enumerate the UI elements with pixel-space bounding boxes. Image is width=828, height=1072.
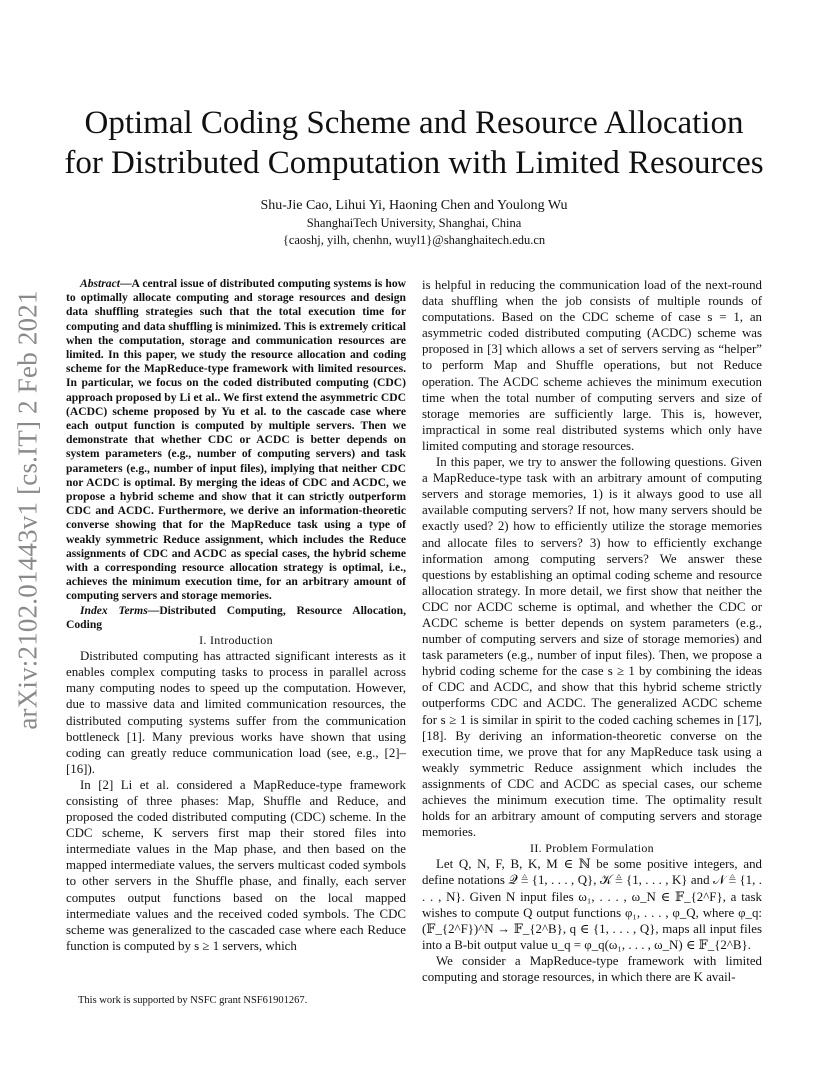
- author-list: Shu-Jie Cao, Lihui Yi, Haoning Chen and Youlong Wu: [260, 198, 568, 213]
- intro-paragraph-2-continued: is helpful in reducing the communication load of the next-round data shuffling when the job consists of multiple rounds of computations. Based on the CDC scheme of case s = 1, an asymmetric coded distributed computing (ACDC) scheme was proposed in [3] which allows a set of servers serving as “helper” to perform Map and Shuffle operations, but not Reduce operation. The ACDC scheme achieves the minimum execution time when the total number of computing servers and size of storage memories are sufficiently large. This is, however, impractical in some real distributed systems which only have limited computing and storage resources.: [422, 278, 762, 453]
- index-terms-label: Index Terms: [80, 603, 148, 617]
- section-heading-problem-formulation: II. Problem Formulation: [530, 841, 654, 856]
- funding-footnote: This work is supported by NSFC grant NSF61901267.: [78, 995, 308, 1006]
- intro-paragraph-2: In [2] Li et al. considered a MapReduce-type framework consisting of three phases: Map, Shuffle and Reduce, and proposed the coded distributed computing (CDC) scheme. In the CDC scheme, K servers first map their stored files into intermediate values in the Map phase, and then based on the mapped intermediate values, the servers multicast coded symbols to other servers in the Shuffle phase, and finally, each server computes output functions based on the local mapped intermediate values and the received coded symbols. The CDC scheme was generalized to the cascaded case where each Reduce function is computed by s ≥ 1 servers, which: [66, 777, 406, 953]
- author-emails: {caoshj, yilh, chenhn, wuyl1}@shanghaitech.edu.cn: [282, 233, 546, 247]
- paper-title: [40, 103, 788, 183]
- problem-paragraph-2: We consider a MapReduce-type framework with limited computing and storage resources, in which there are K avail-: [422, 953, 762, 985]
- arxiv-identifier-text: arXiv:2102.01443v1 [cs.IT] 2 Feb 2021: [12, 290, 43, 730]
- title-line-1: Optimal Coding Scheme and Resource Allocation: [84, 105, 744, 141]
- section-heading-introduction: I. Introduction: [199, 633, 273, 648]
- abstract-label: Abstract: [80, 277, 120, 290]
- arxiv-identifier-stamp: [10, 250, 46, 770]
- index-terms-text: —Distributed Computing, Resource Allocation, Coding: [66, 603, 406, 631]
- intro-paragraph-1: Distributed computing has attracted significant interests as it enables complex computing tasks to process in parallel across many computing nodes to speed up the computation. However, due to massive data and limited communication resources, the distributed computing systems suffer from the communication bottleneck [1]. Many previous works have shown that using coding can greatly reduce communication load (see, e.g., [2]–[16]).: [66, 649, 406, 776]
- affiliation: ShanghaiTech University, Shanghai, China: [306, 216, 522, 230]
- index-terms: [66, 604, 406, 632]
- problem-paragraph-1: Let Q, N, F, B, K, M ∈ ℕ be some positive integers, and define notations 𝒬 ≜ {1, . . . , Q}, 𝒦 ≜ {1, . . . , K} and 𝒩 ≜ {1, . . . , N}. Given N input files ω₁, . . . , ω_N ∈ 𝔽_{2^F}, a task wishes to compute Q output functions φ₁, . . . , φ_Q, where φ_q: (𝔽_{2^F})^N → 𝔽_{2^B}, q ∈ {1, . . . , Q}, maps all input files into a B-bit output value u_q = φ_q(ω₁, . . . , ω_N) ∈ 𝔽_{2^B}.: [422, 857, 762, 952]
- title-line-2: for Distributed Computation with Limited Resources: [64, 145, 764, 181]
- intro-paragraph-3: In this paper, we try to answer the following questions. Given a MapReduce-type task with an arbitrary amount of computing servers and storage memories, 1) is it always good to use all available computing servers? If not, how many servers should be exactly used? 2) how to efficiently utilize the storage memories and allocate files to servers? 3) how to efficiently exchange information among computing servers? We answer these questions by establishing an optimal coding scheme and resource allocation strategy. In more detail, we first show that neither the CDC nor ACDC scheme is optimal, and whether the CDC or ACDC scheme is better depends on system parameters (e.g., number of computing servers and size of storage memories) and task parameters (e.g., number of input files). Then, we propose a hybrid coding scheme for the case s ≥ 1 by combining the ideas of CDC and ACDC, and show that this hybrid scheme strictly outperforms CDC and ACDC. The generalized ACDC scheme for s ≥ 1 is similar in spirit to the coded caching schemes in [17], [18]. By deriving an information-theoretic converse on the execution time, we prove that for any MapReduce task using a weakly symmetric Reduce assignment which includes the assignments of CDC and ACDC as special cases, our scheme achieves the minimum execution time. The optimality result holds for an arbitrary amount of computing servers and storage memories.: [422, 455, 762, 840]
- right-column: [422, 277, 762, 985]
- abstract-text: —A central issue of distributed computing systems is how to optimally allocate computing and storage resources and design data shuffling strategies such that the total execution time for computing and data shuffling is minimized. This is extremely critical when the computation, storage and communication resources are limited. In this paper, we study the resource allocation and coding scheme for the MapReduce-type framework with limited resources. In particular, we focus on the coded distributed computing (CDC) approach proposed by Li et al.. We first extend the asymmetric CDC (ACDC) scheme proposed by Yu et al. to the cascade case where each output function is computed by multiple servers. Then we demonstrate that whether CDC or ACDC is better depends on system parameters (e.g., number of computing servers) and task parameters (e.g., number of input files), implying that neither CDC nor ACDC is optimal. By merging the ideas of CDC and ACDC, we propose a hybrid scheme and show that it can strictly outperform CDC and ACDC. Furthermore, we derive an information-theoretic converse showing that for the MapReduce task using a type of weakly symmetric Reduce assignment, which includes the Reduce assignments of CDC and ACDC as special cases, the hybrid scheme with a corresponding resource allocation strategy is optimal, i.e., achieves the minimum execution time, for an arbitrary amount of computing servers and storage memories.: [66, 277, 406, 603]
- abstract: [66, 277, 406, 604]
- left-column: [66, 277, 406, 954]
